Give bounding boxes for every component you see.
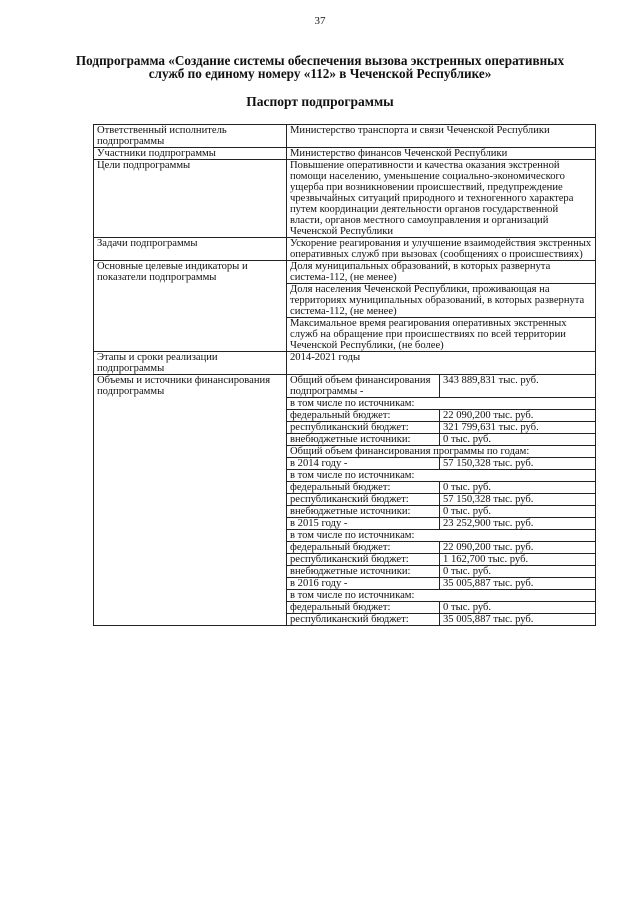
table-row — [94, 160, 596, 238]
financing-cell — [287, 375, 596, 626]
fin-label: республиканский бюджет: — [287, 422, 440, 434]
fin-label: республиканский бюджет: — [287, 554, 440, 566]
row-value: Ускорение реагирования и улучшение взаимодействия экстренных оперативных служб при вызовах (сообщениях о происшествиях) — [287, 238, 596, 261]
fin-label: федеральный бюджет: — [287, 482, 440, 494]
fin-value: 22 090,200 тыс. руб. — [440, 410, 596, 422]
fin-label: федеральный бюджет: — [287, 542, 440, 554]
indicator-item: Доля муниципальных образований, в которых развернута система-112, (не менее) — [287, 261, 595, 284]
document-title: Подпрограмма «Создание системы обеспечения вызова экстренных оперативных служб по единому номеру «112» в Чеченской Республике» — [75, 53, 565, 81]
fin-year-label: в 2015 году - — [287, 518, 440, 530]
fin-value: 22 090,200 тыс. руб. — [440, 542, 596, 554]
fin-value: 35 005,887 тыс. руб. — [443, 614, 534, 625]
table-row — [94, 238, 596, 261]
fin-subheading: в том числе по источникам: — [287, 530, 595, 542]
fin-label: внебюджетные источники: — [287, 566, 440, 578]
row-label: Цели подпрограммы — [94, 160, 287, 238]
page-number: 37 — [314, 15, 326, 27]
row-label: Объемы и источники финансирования подпрограммы — [94, 375, 287, 626]
row-value: Министерство транспорта и связи Чеченской Республики — [287, 125, 596, 148]
fin-value: 343 889,831 тыс. руб. — [440, 375, 596, 398]
passport-table — [93, 124, 596, 626]
financing-table — [287, 375, 595, 625]
row-value: Министерство финансов Чеченской Республики — [287, 148, 596, 160]
row-label: Ответственный исполнитель подпрограммы — [94, 125, 287, 148]
fin-label: Общий объем финансирования подпрограммы - — [287, 375, 440, 398]
fin-label: внебюджетные источники: — [287, 434, 440, 446]
fin-label: республиканский бюджет: — [287, 494, 440, 506]
fin-value: 321 799,631 тыс. руб. — [440, 422, 596, 434]
fin-value: 0 тыс. руб. — [440, 602, 596, 614]
table-row — [94, 148, 596, 160]
fin-subheading: в том числе по источникам: — [287, 590, 595, 602]
fin-value: 57 150,328 тыс. руб. — [440, 494, 596, 506]
row-label: Основные целевые индикаторы и показатели подпрограммы — [94, 261, 287, 352]
fin-value: 0 тыс. руб. — [440, 506, 596, 518]
row-value: Повышение оперативности и качества оказания экстренной помощи населению, уменьшение социально-экономического ущерба при возникновении происшествий, предупреждение чрезвычайных ситуаций природного и техногенного характера путем координации деятельности органов государственной власти, органов местного самоуправления и организаций Чеченской Республики — [287, 160, 596, 238]
fin-year-label: в 2014 году - — [287, 458, 440, 470]
table-row — [94, 352, 596, 375]
fin-value: 0 тыс. руб. — [440, 434, 596, 446]
table-row — [94, 375, 596, 626]
table-row — [94, 261, 596, 352]
fin-subheading: в том числе по источникам: — [287, 398, 595, 410]
fin-label: внебюджетные источники: — [287, 506, 440, 518]
fin-label: федеральный бюджет: — [287, 410, 440, 422]
row-value: 2014-2021 годы — [287, 352, 596, 375]
indicator-item: Максимальное время реагирования оперативных экстренных служб на обращение при происшествиях по всей территории Чеченской Республики, (не более) — [290, 318, 567, 351]
fin-year-value: 57 150,328 тыс. руб. — [440, 458, 596, 470]
indicators-cell — [287, 261, 596, 352]
row-label: Этапы и сроки реализации подпрограммы — [94, 352, 287, 375]
fin-value: 1 162,700 тыс. руб. — [440, 554, 596, 566]
fin-year-value: 35 005,887 тыс. руб. — [440, 578, 596, 590]
document-subtitle: Паспорт подпрограммы — [246, 94, 394, 109]
fin-year-label: в 2016 году - — [287, 578, 440, 590]
fin-value: 0 тыс. руб. — [440, 566, 596, 578]
row-label: Участники подпрограммы — [94, 148, 287, 160]
indicator-item: Доля населения Чеченской Республики, проживающая на территориях муниципальных образований, в которых развернута система-112, (не менее) — [287, 284, 595, 318]
indicators-list — [287, 261, 595, 351]
table-row — [94, 125, 596, 148]
fin-subheading: Общий объем финансирования программы по годам: — [287, 446, 595, 458]
fin-value: 0 тыс. руб. — [440, 482, 596, 494]
fin-year-value: 23 252,900 тыс. руб. — [440, 518, 596, 530]
fin-subheading: в том числе по источникам: — [287, 470, 595, 482]
fin-label: республиканский бюджет: — [287, 614, 440, 626]
row-label: Задачи подпрограммы — [94, 238, 287, 261]
fin-label: федеральный бюджет: — [287, 602, 440, 614]
